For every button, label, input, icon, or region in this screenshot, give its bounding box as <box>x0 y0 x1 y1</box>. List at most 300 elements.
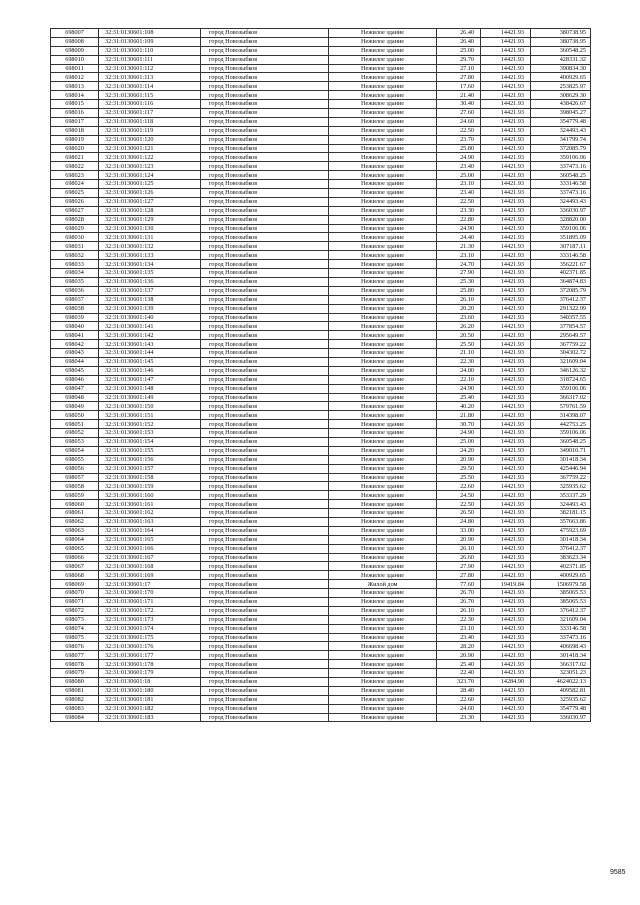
cadastral-number-cell: 32:31:0130601:150 <box>99 402 201 411</box>
row-number-cell: 698078 <box>51 660 99 669</box>
cadastral-value-cell: 376412.37 <box>531 295 591 304</box>
table-row <box>51 500 591 509</box>
locality-cell: город Новозыбков <box>201 686 329 695</box>
area-cell: 23.40 <box>437 162 481 171</box>
cadastral-number-cell: 32:31:0130601:182 <box>99 704 201 713</box>
table-row <box>51 553 591 562</box>
cadastral-value-cell: 400929.65 <box>531 73 591 82</box>
object-type-cell: Нежилое здание <box>329 233 437 242</box>
table-row <box>51 180 591 189</box>
table-row <box>51 73 591 82</box>
cadastral-value-cell: 314398.07 <box>531 411 591 420</box>
cadastral-number-cell: 32:31:0130601:178 <box>99 660 201 669</box>
cadastral-number-cell: 32:31:0130601:163 <box>99 517 201 526</box>
locality-cell: город Новозыбков <box>201 171 329 180</box>
area-cell: 20.90 <box>437 535 481 544</box>
rate-cell: 14421.93 <box>481 55 531 64</box>
object-type-cell: Нежилое здание <box>329 357 437 366</box>
row-number-cell: 698067 <box>51 562 99 571</box>
table-row <box>51 251 591 260</box>
table-row <box>51 366 591 375</box>
cadastral-value-cell: 364874.83 <box>531 277 591 286</box>
locality-cell: город Новозыбков <box>201 482 329 491</box>
table-row <box>51 562 591 571</box>
object-type-cell: Нежилое здание <box>329 642 437 651</box>
cadastral-value-cell: 4624022.13 <box>531 678 591 687</box>
cadastral-number-cell: 32:31:0130601:124 <box>99 171 201 180</box>
table-row <box>51 598 591 607</box>
cadastral-number-cell: 32:31:0130601:157 <box>99 464 201 473</box>
locality-cell: город Новозыбков <box>201 64 329 73</box>
cadastral-value-cell: 367759.22 <box>531 340 591 349</box>
table-row <box>51 269 591 278</box>
table-row <box>51 589 591 598</box>
row-number-cell: 698077 <box>51 651 99 660</box>
row-number-cell: 698024 <box>51 180 99 189</box>
area-cell: 26.10 <box>437 295 481 304</box>
cadastral-number-cell: 32:31:0130601:152 <box>99 420 201 429</box>
rate-cell: 14421.93 <box>481 464 531 473</box>
row-number-cell: 698038 <box>51 304 99 313</box>
row-number-cell: 698058 <box>51 482 99 491</box>
rate-cell: 14421.93 <box>481 117 531 126</box>
area-cell: 24.90 <box>437 384 481 393</box>
rate-cell: 14421.93 <box>481 704 531 713</box>
rate-cell: 14421.93 <box>481 509 531 518</box>
rate-cell: 14421.93 <box>481 446 531 455</box>
locality-cell: город Новозыбков <box>201 251 329 260</box>
cadastral-number-cell: 32:31:0130601:153 <box>99 429 201 438</box>
cadastral-number-cell: 32:31:0130601:151 <box>99 411 201 420</box>
cadastral-number-cell: 32:31:0130601:170 <box>99 589 201 598</box>
table-row <box>51 162 591 171</box>
locality-cell: город Новозыбков <box>201 286 329 295</box>
cadastral-number-cell: 32:31:0130601:148 <box>99 384 201 393</box>
locality-cell: город Новозыбков <box>201 678 329 687</box>
cadastral-number-cell: 32:31:0130601:129 <box>99 215 201 224</box>
cadastral-number-cell: 32:31:0130601:141 <box>99 322 201 331</box>
locality-cell: город Новозыбков <box>201 29 329 38</box>
cadastral-number-cell: 32:31:0130601:162 <box>99 509 201 518</box>
cadastral-number-cell: 32:31:0130601:159 <box>99 482 201 491</box>
locality-cell: город Новозыбков <box>201 642 329 651</box>
area-cell: 26.40 <box>437 37 481 46</box>
table-row <box>51 633 591 642</box>
rate-cell: 14421.93 <box>481 455 531 464</box>
object-type-cell: Нежилое здание <box>329 180 437 189</box>
locality-cell: город Новозыбков <box>201 189 329 198</box>
cadastral-number-cell: 32:31:0130601:181 <box>99 695 201 704</box>
rate-cell: 14421.93 <box>481 535 531 544</box>
table-row <box>51 473 591 482</box>
cadastral-value-cell: 341799.74 <box>531 135 591 144</box>
object-type-cell: Нежилое здание <box>329 429 437 438</box>
table-row <box>51 109 591 118</box>
table-row <box>51 233 591 242</box>
locality-cell: город Новозыбков <box>201 437 329 446</box>
cadastral-number-cell: 32:31:0130601:17 <box>99 580 201 589</box>
row-number-cell: 698018 <box>51 126 99 135</box>
area-cell: 23.40 <box>437 189 481 198</box>
table-row <box>51 197 591 206</box>
rate-cell: 14421.93 <box>481 322 531 331</box>
cadastral-value-cell: 360548.25 <box>531 437 591 446</box>
row-number-cell: 698054 <box>51 446 99 455</box>
rate-cell: 14421.93 <box>481 126 531 135</box>
rate-cell: 14421.93 <box>481 598 531 607</box>
table-row <box>51 206 591 215</box>
rate-cell: 14421.93 <box>481 180 531 189</box>
row-number-cell: 698050 <box>51 411 99 420</box>
object-type-cell: Нежилое здание <box>329 215 437 224</box>
area-cell: 24.80 <box>437 517 481 526</box>
rate-cell: 14421.93 <box>481 100 531 109</box>
object-type-cell: Нежилое здание <box>329 144 437 153</box>
cadastral-value-cell: 400929.65 <box>531 571 591 580</box>
row-number-cell: 698019 <box>51 135 99 144</box>
object-type-cell: Нежилое здание <box>329 571 437 580</box>
area-cell: 27.90 <box>437 562 481 571</box>
cadastral-value-cell: 425446.94 <box>531 464 591 473</box>
locality-cell: город Новозыбков <box>201 402 329 411</box>
area-cell: 25.30 <box>437 277 481 286</box>
row-number-cell: 698033 <box>51 260 99 269</box>
locality-cell: город Новозыбков <box>201 295 329 304</box>
locality-cell: город Новозыбков <box>201 651 329 660</box>
locality-cell: город Новозыбков <box>201 242 329 251</box>
row-number-cell: 698052 <box>51 429 99 438</box>
area-cell: 20.90 <box>437 651 481 660</box>
cadastral-value-cell: 308629.30 <box>531 91 591 100</box>
table-row <box>51 375 591 384</box>
rate-cell: 14421.93 <box>481 589 531 598</box>
cadastral-value-cell: 328820.00 <box>531 215 591 224</box>
area-cell: 23.30 <box>437 713 481 722</box>
rate-cell: 14421.93 <box>481 144 531 153</box>
object-type-cell: Нежилое здание <box>329 322 437 331</box>
cadastral-number-cell: 32:31:0130601:135 <box>99 269 201 278</box>
cadastral-value-cell: 325935.62 <box>531 695 591 704</box>
object-type-cell: Нежилое здание <box>329 55 437 64</box>
cadastral-value-cell: 323051.23 <box>531 669 591 678</box>
cadastral-value-cell: 366317.02 <box>531 393 591 402</box>
rate-cell: 14421.93 <box>481 553 531 562</box>
rate-cell: 14421.93 <box>481 437 531 446</box>
row-number-cell: 698020 <box>51 144 99 153</box>
row-number-cell: 698079 <box>51 669 99 678</box>
cadastral-value-cell: 385065.53 <box>531 589 591 598</box>
object-type-cell: Жилой дом <box>329 580 437 589</box>
locality-cell: город Новозыбков <box>201 340 329 349</box>
object-type-cell: Нежилое здание <box>329 509 437 518</box>
locality-cell: город Новозыбков <box>201 660 329 669</box>
cadastral-number-cell: 32:31:0130601:134 <box>99 260 201 269</box>
rate-cell: 14421.93 <box>481 251 531 260</box>
object-type-cell: Нежилое здание <box>329 286 437 295</box>
area-cell: 22.10 <box>437 375 481 384</box>
cadastral-value-cell: 291322.99 <box>531 304 591 313</box>
table-row <box>51 686 591 695</box>
object-type-cell: Нежилое здание <box>329 251 437 260</box>
row-number-cell: 698073 <box>51 615 99 624</box>
object-type-cell: Нежилое здание <box>329 544 437 553</box>
locality-cell: город Новозыбков <box>201 517 329 526</box>
table-row <box>51 46 591 55</box>
cadastral-value-cell: 359106.06 <box>531 224 591 233</box>
cadastral-value-cell: 301418.34 <box>531 651 591 660</box>
table-row <box>51 135 591 144</box>
area-cell: 77.60 <box>437 580 481 589</box>
object-type-cell: Нежилое здание <box>329 678 437 687</box>
rate-cell: 14421.93 <box>481 606 531 615</box>
locality-cell: город Новозыбков <box>201 535 329 544</box>
cadastral-number-cell: 32:31:0130601:122 <box>99 153 201 162</box>
locality-cell: город Новозыбков <box>201 633 329 642</box>
locality-cell: город Новозыбков <box>201 669 329 678</box>
locality-cell: город Новозыбков <box>201 215 329 224</box>
table-row <box>51 517 591 526</box>
object-type-cell: Нежилое здание <box>329 446 437 455</box>
cadastral-number-cell: 32:31:0130601:166 <box>99 544 201 553</box>
table-row <box>51 224 591 233</box>
register-sheet <box>50 28 590 722</box>
object-type-cell: Нежилое здание <box>329 331 437 340</box>
rate-cell: 14421.93 <box>481 686 531 695</box>
area-cell: 40.20 <box>437 402 481 411</box>
object-type-cell: Нежилое здание <box>329 482 437 491</box>
cadastral-value-cell: 402371.85 <box>531 562 591 571</box>
object-type-cell: Нежилое здание <box>329 402 437 411</box>
cadastral-value-cell: 360548.25 <box>531 171 591 180</box>
row-number-cell: 698032 <box>51 251 99 260</box>
area-cell: 22.60 <box>437 482 481 491</box>
area-cell: 27.80 <box>437 571 481 580</box>
area-cell: 24.50 <box>437 491 481 500</box>
cadastral-number-cell: 32:31:0130601:156 <box>99 455 201 464</box>
object-type-cell: Нежилое здание <box>329 260 437 269</box>
table-row <box>51 29 591 38</box>
locality-cell: город Новозыбков <box>201 233 329 242</box>
table-row <box>51 393 591 402</box>
row-number-cell: 698030 <box>51 233 99 242</box>
locality-cell: город Новозыбков <box>201 562 329 571</box>
area-cell: 24.00 <box>437 366 481 375</box>
area-cell: 26.10 <box>437 544 481 553</box>
locality-cell: город Новозыбков <box>201 126 329 135</box>
table-row <box>51 695 591 704</box>
cadastral-value-cell: 428331.32 <box>531 55 591 64</box>
row-number-cell: 698084 <box>51 713 99 722</box>
rate-cell: 14284.90 <box>481 678 531 687</box>
cadastral-value-cell: 376412.37 <box>531 606 591 615</box>
locality-cell: город Новозыбков <box>201 429 329 438</box>
rate-cell: 14421.93 <box>481 420 531 429</box>
locality-cell: город Новозыбков <box>201 269 329 278</box>
rate-cell: 14421.93 <box>481 64 531 73</box>
object-type-cell: Нежилое здание <box>329 29 437 38</box>
area-cell: 21.40 <box>437 91 481 100</box>
cadastral-number-cell: 32:31:0130601:143 <box>99 340 201 349</box>
row-number-cell: 698081 <box>51 686 99 695</box>
locality-cell: город Новозыбков <box>201 100 329 109</box>
area-cell: 25.80 <box>437 144 481 153</box>
cadastral-number-cell: 32:31:0130601:147 <box>99 375 201 384</box>
rate-cell: 14421.93 <box>481 135 531 144</box>
row-number-cell: 698053 <box>51 437 99 446</box>
table-row <box>51 535 591 544</box>
locality-cell: город Новозыбков <box>201 331 329 340</box>
cadastral-value-cell: 307187.11 <box>531 242 591 251</box>
object-type-cell: Нежилое здание <box>329 473 437 482</box>
object-type-cell: Нежилое здание <box>329 615 437 624</box>
cadastral-value-cell: 359106.06 <box>531 384 591 393</box>
row-number-cell: 698014 <box>51 91 99 100</box>
table-row <box>51 126 591 135</box>
cadastral-number-cell: 32:31:0130601:175 <box>99 633 201 642</box>
object-type-cell: Нежилое здание <box>329 420 437 429</box>
cadastral-number-cell: 32:31:0130601:160 <box>99 491 201 500</box>
cadastral-value-cell: 354779.48 <box>531 704 591 713</box>
row-number-cell: 698042 <box>51 340 99 349</box>
object-type-cell: Нежилое здание <box>329 526 437 535</box>
cadastral-value-cell: 359106.06 <box>531 429 591 438</box>
row-number-cell: 698083 <box>51 704 99 713</box>
object-type-cell: Нежилое здание <box>329 269 437 278</box>
register-rows <box>51 29 591 722</box>
locality-cell: город Новозыбков <box>201 349 329 358</box>
object-type-cell: Нежилое здание <box>329 304 437 313</box>
property-register-table <box>50 28 591 722</box>
cadastral-value-cell: 321609.04 <box>531 615 591 624</box>
row-number-cell: 698064 <box>51 535 99 544</box>
cadastral-number-cell: 32:31:0130601:117 <box>99 109 201 118</box>
area-cell: 26.60 <box>437 553 481 562</box>
cadastral-value-cell: 354779.48 <box>531 117 591 126</box>
object-type-cell: Нежилое здание <box>329 349 437 358</box>
row-number-cell: 698071 <box>51 598 99 607</box>
cadastral-value-cell: 366317.02 <box>531 660 591 669</box>
cadastral-number-cell: 32:31:0130601:119 <box>99 126 201 135</box>
table-row <box>51 286 591 295</box>
area-cell: 26.10 <box>437 606 481 615</box>
object-type-cell: Нежилое здание <box>329 313 437 322</box>
object-type-cell: Нежилое здание <box>329 375 437 384</box>
cadastral-number-cell: 32:31:0130601:126 <box>99 189 201 198</box>
row-number-cell: 698049 <box>51 402 99 411</box>
rate-cell: 14421.93 <box>481 526 531 535</box>
area-cell: 17.60 <box>437 82 481 91</box>
rate-cell: 14421.93 <box>481 411 531 420</box>
table-row <box>51 678 591 687</box>
cadastral-value-cell: 372085.79 <box>531 286 591 295</box>
rate-cell: 14421.93 <box>481 571 531 580</box>
table-row <box>51 100 591 109</box>
object-type-cell: Нежилое здание <box>329 517 437 526</box>
locality-cell: город Новозыбков <box>201 322 329 331</box>
object-type-cell: Нежилое здание <box>329 366 437 375</box>
cadastral-value-cell: 301418.34 <box>531 535 591 544</box>
rate-cell: 14421.93 <box>481 562 531 571</box>
area-cell: 24.90 <box>437 224 481 233</box>
object-type-cell: Нежилое здание <box>329 411 437 420</box>
area-cell: 23.60 <box>437 313 481 322</box>
cadastral-number-cell: 32:31:0130601:111 <box>99 55 201 64</box>
object-type-cell: Нежилое здание <box>329 500 437 509</box>
cadastral-number-cell: 32:31:0130601:115 <box>99 91 201 100</box>
cadastral-value-cell: 377854.57 <box>531 322 591 331</box>
rate-cell: 14421.93 <box>481 197 531 206</box>
cadastral-value-cell: 1506979.58 <box>531 580 591 589</box>
area-cell: 26.50 <box>437 509 481 518</box>
locality-cell: город Новозыбков <box>201 277 329 286</box>
rate-cell: 14421.93 <box>481 669 531 678</box>
locality-cell: город Новозыбков <box>201 446 329 455</box>
cadastral-number-cell: 32:31:0130601:136 <box>99 277 201 286</box>
row-number-cell: 698041 <box>51 331 99 340</box>
area-cell: 23.30 <box>437 206 481 215</box>
cadastral-value-cell: 380738.95 <box>531 37 591 46</box>
locality-cell: город Новозыбков <box>201 411 329 420</box>
table-row <box>51 660 591 669</box>
object-type-cell: Нежилое здание <box>329 553 437 562</box>
area-cell: 22.50 <box>437 126 481 135</box>
area-cell: 20.90 <box>437 455 481 464</box>
rate-cell: 14421.93 <box>481 357 531 366</box>
object-type-cell: Нежилое здание <box>329 153 437 162</box>
cadastral-value-cell: 367759.22 <box>531 473 591 482</box>
cadastral-number-cell: 32:31:0130601:110 <box>99 46 201 55</box>
area-cell: 23.10 <box>437 251 481 260</box>
cadastral-value-cell: 304302.72 <box>531 349 591 358</box>
cadastral-number-cell: 32:31:0130601:125 <box>99 180 201 189</box>
cadastral-value-cell: 372085.79 <box>531 144 591 153</box>
area-cell: 33.00 <box>437 526 481 535</box>
locality-cell: город Новозыбков <box>201 73 329 82</box>
object-type-cell: Нежилое здание <box>329 455 437 464</box>
row-number-cell: 698076 <box>51 642 99 651</box>
cadastral-number-cell: 32:31:0130601:113 <box>99 73 201 82</box>
row-number-cell: 698036 <box>51 286 99 295</box>
rate-cell: 14421.93 <box>481 402 531 411</box>
row-number-cell: 698068 <box>51 571 99 580</box>
row-number-cell: 698028 <box>51 215 99 224</box>
locality-cell: город Новозыбков <box>201 624 329 633</box>
cadastral-value-cell: 359106.06 <box>531 153 591 162</box>
row-number-cell: 698029 <box>51 224 99 233</box>
locality-cell: город Новозыбков <box>201 162 329 171</box>
object-type-cell: Нежилое здание <box>329 117 437 126</box>
locality-cell: город Новозыбков <box>201 606 329 615</box>
cadastral-number-cell: 32:31:0130601:165 <box>99 535 201 544</box>
table-row <box>51 544 591 553</box>
cadastral-number-cell: 32:31:0130601:158 <box>99 473 201 482</box>
object-type-cell: Нежилое здание <box>329 624 437 633</box>
cadastral-number-cell: 32:31:0130601:133 <box>99 251 201 260</box>
row-number-cell: 698031 <box>51 242 99 251</box>
row-number-cell: 698075 <box>51 633 99 642</box>
row-number-cell: 698027 <box>51 206 99 215</box>
cadastral-value-cell: 324493.43 <box>531 500 591 509</box>
row-number-cell: 698025 <box>51 189 99 198</box>
row-number-cell: 698082 <box>51 695 99 704</box>
cadastral-value-cell: 383623.34 <box>531 553 591 562</box>
table-row <box>51 117 591 126</box>
cadastral-number-cell: 32:31:0130601:161 <box>99 500 201 509</box>
object-type-cell: Нежилое здание <box>329 669 437 678</box>
cadastral-value-cell: 295649.57 <box>531 331 591 340</box>
area-cell: 26.70 <box>437 589 481 598</box>
rate-cell: 14421.93 <box>481 29 531 38</box>
